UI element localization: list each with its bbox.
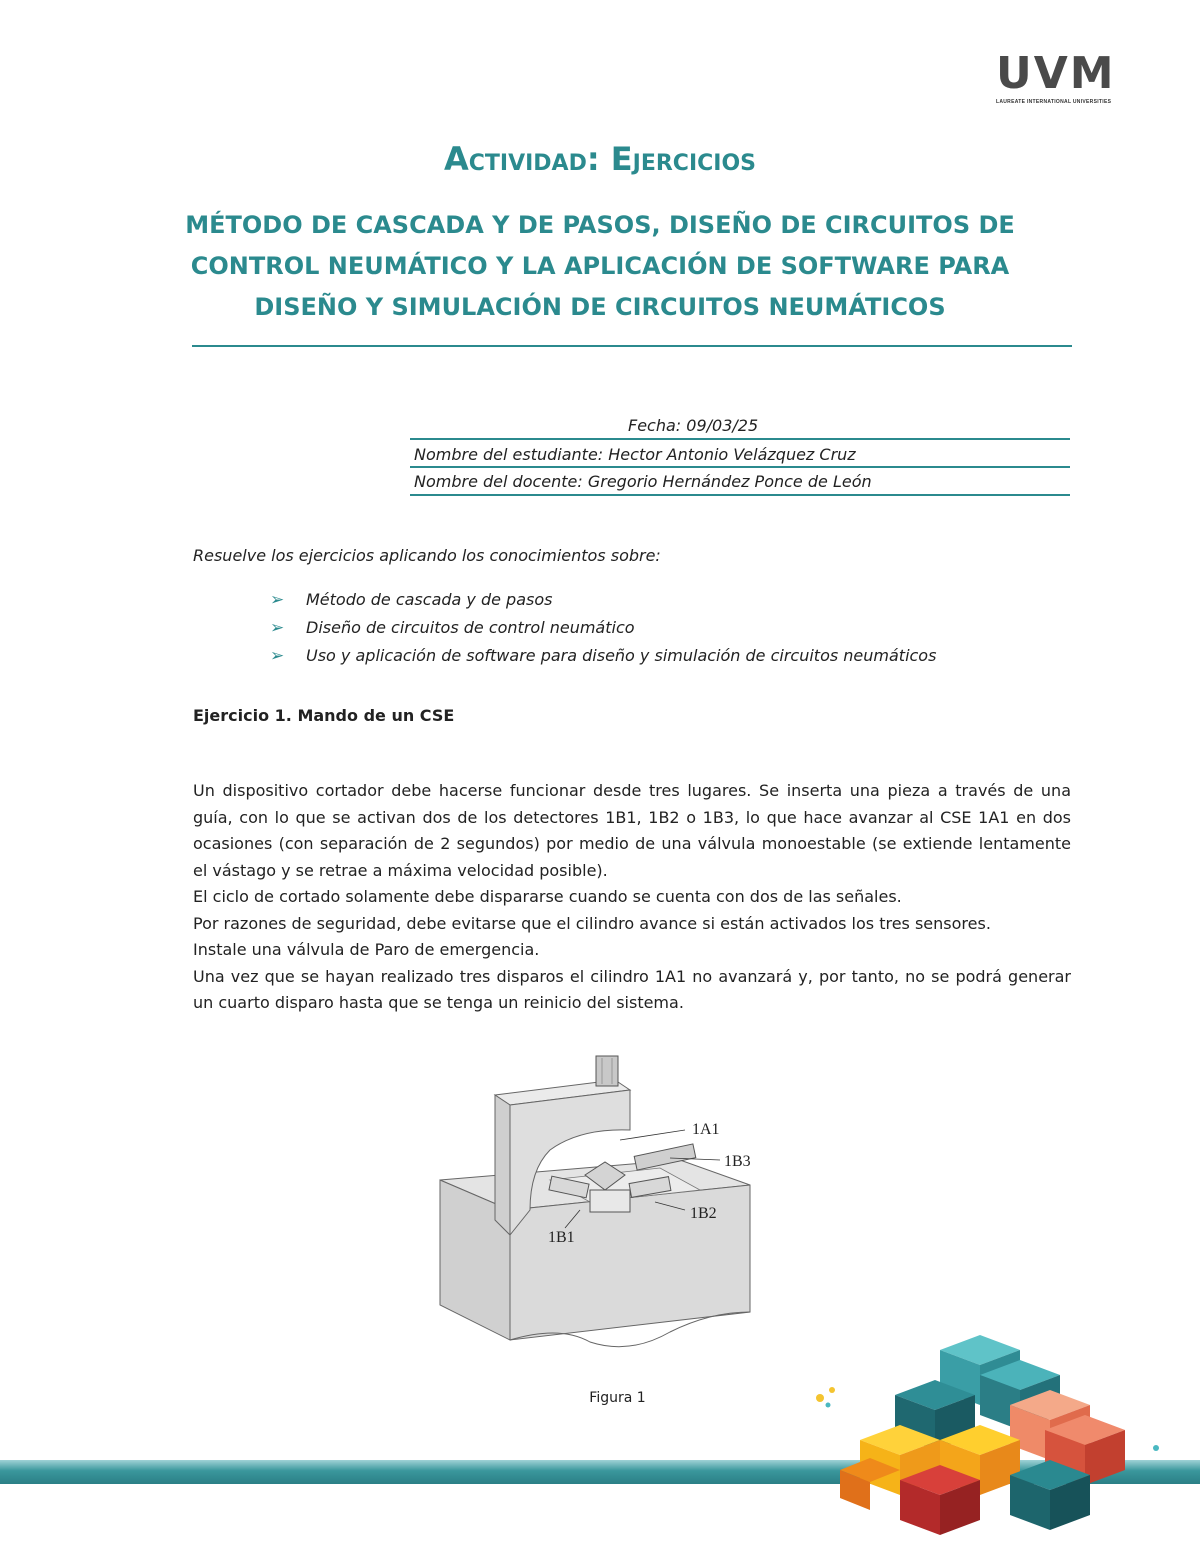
paragraph: Un dispositivo cortador debe hacerse funcionar desde tres lugares. Se inserta una pieza a través de una guía, con lo que se activan dos de los detectores 1B1, 1B2 o 1B3, lo que hace avanzar al CSE 1A1 en dos ocasiones (con separación de 2 segundos) por medio de una válvula monoestable (se extiende lentamente el vástago y se retrae a máxima velocidad posible).: [193, 781, 1071, 880]
figure-caption: Figura 1: [589, 1390, 646, 1406]
paragraph: Una vez que se hayan realizado tres disparos el cilindro 1A1 no avanzará y, por tanto, no se podrá generar un cuarto disparo hasta que se tenga un reinicio del sistema.: [193, 966, 1071, 1012]
list-item: [270, 614, 936, 642]
arrow-bullet-icon: ➢: [270, 646, 285, 666]
list-item-text: Uso y aplicación de software para diseño y simulación de circuitos neumáticos: [306, 646, 937, 665]
paragraph: El ciclo de cortado solamente debe dispararse cuando se cuenta con dos de las señales.: [193, 887, 902, 906]
arrow-bullet-icon: ➢: [270, 618, 285, 638]
label-1b3: 1B3: [724, 1153, 751, 1170]
date-field: Fecha: 09/03/25: [628, 416, 759, 435]
page-subtitle: [130, 205, 1070, 328]
teacher-name-field: Nombre del docente: Gregorio Hernández Ponce de León: [414, 472, 872, 491]
label-1b1: 1B1: [548, 1229, 575, 1246]
topics-list: [270, 586, 936, 670]
list-item: [270, 642, 936, 670]
exercise-title: Ejercicio 1. Mando de un CSE: [193, 706, 455, 725]
intro-text: Resuelve los ejercicios aplicando los conocimientos sobre:: [193, 546, 661, 565]
date-underline: [410, 438, 1070, 440]
decorative-cubes: [800, 1330, 1200, 1553]
label-1b2: 1B2: [690, 1205, 717, 1222]
page-title: Actividad: Ejercicios: [443, 140, 757, 178]
teacher-underline: [410, 494, 1070, 496]
label-1a1: 1A1: [692, 1121, 720, 1138]
subtitle-line: DISEÑO Y SIMULACIÓN DE CIRCUITOS NEUMÁTICOS: [254, 293, 946, 321]
exercise-description: [193, 778, 1071, 1017]
student-underline: [410, 466, 1070, 468]
arrow-bullet-icon: ➢: [270, 590, 285, 610]
title-divider: [192, 345, 1072, 347]
paragraph: Por razones de seguridad, debe evitarse que el cilindro avance si están activados los tres sensores.: [193, 913, 991, 933]
logo-letters: UVM: [996, 48, 1116, 99]
subtitle-line: MÉTODO DE CASCADA Y DE PASOS, DISEÑO DE CIRCUITOS DE: [185, 211, 1015, 239]
paragraph: Instale una válvula de Paro de emergencia.: [193, 940, 540, 959]
cutter-device-figure: [430, 1050, 770, 1350]
uvm-logo: [996, 48, 1122, 110]
list-item: [270, 586, 936, 614]
subtitle-line: CONTROL NEUMÁTICO Y LA APLICACIÓN DE SOFTWARE PARA: [190, 252, 1010, 280]
student-name-field: Nombre del estudiante: Hector Antonio Velázquez Cruz: [414, 445, 856, 464]
list-item-text: Diseño de circuitos de control neumático: [306, 618, 635, 637]
list-item-text: Método de cascada y de pasos: [306, 590, 553, 609]
logo-tagline: LAUREATE INTERNATIONAL UNIVERSITIES: [996, 99, 1112, 105]
